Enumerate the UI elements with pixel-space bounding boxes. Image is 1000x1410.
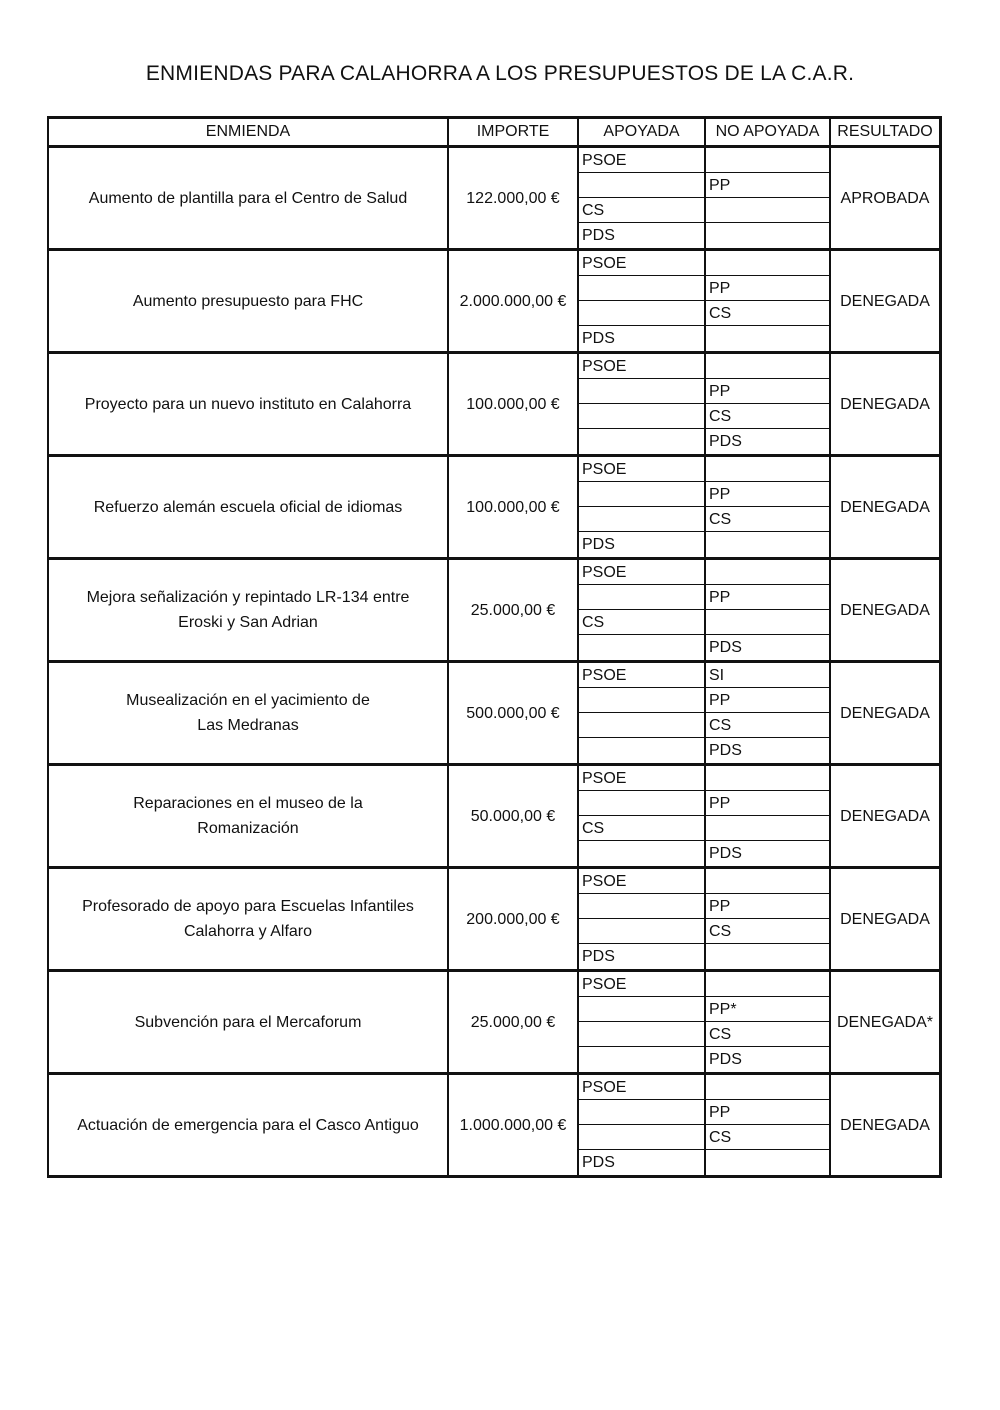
party-cell: CS: [706, 301, 829, 326]
not-supported-by-column: [706, 972, 831, 1072]
amendment-name: [49, 663, 449, 763]
supported-by-column: [579, 354, 706, 454]
party-cell: PDS: [582, 536, 615, 553]
table-body: [49, 148, 939, 1175]
amendment-result: DENEGADA: [840, 910, 930, 928]
amendment-result: DENEGADA: [840, 807, 930, 825]
party-cell: [706, 869, 829, 894]
party-cell: SI: [706, 663, 829, 688]
amendment-name-line: Proyecto para un nuevo instituto en Calahorra: [84, 395, 412, 413]
supported-by-column: [579, 1075, 706, 1175]
table-header-row: [49, 119, 939, 148]
amendment-name: [49, 869, 449, 969]
amendment-name-line: Reparaciones en el museo de la: [133, 795, 363, 812]
party-cell: [579, 997, 704, 1022]
amendment-amount: 50.000,00 €: [449, 766, 579, 866]
amendment-name: [49, 766, 449, 866]
amendment-amount: 25.000,00 €: [449, 972, 579, 1072]
amendment-amount: 25.000,00 €: [449, 560, 579, 660]
party-cell: [579, 173, 704, 198]
party-cell: [579, 919, 704, 944]
party-cell: PP: [706, 894, 829, 919]
supported-by-column: [579, 148, 706, 248]
party-cell: PSOE: [579, 251, 704, 276]
party-cell: [706, 532, 829, 557]
party-cell: PP: [706, 482, 829, 507]
amendment-amount: 2.000.000,00 €: [449, 251, 579, 351]
amendment-name: [49, 560, 449, 660]
amendment-name-line: Calahorra y Alfaro: [183, 923, 313, 940]
party-cell: PP: [706, 688, 829, 713]
party-cell: [579, 688, 704, 713]
table-row: [49, 869, 939, 972]
not-supported-by-column: [706, 251, 831, 351]
amendment-amount: 122.000,00 €: [449, 148, 579, 248]
party-cell: [579, 507, 704, 532]
amendment-amount: 100.000,00 €: [449, 354, 579, 454]
party-cell: CS: [579, 198, 704, 223]
party-cell: [706, 326, 829, 351]
supported-by-column: [579, 457, 706, 557]
party-cell: [706, 816, 829, 841]
party-cell: PSOE: [579, 354, 704, 379]
party-cell: [706, 766, 829, 791]
supported-by-column: [579, 766, 706, 866]
amendment-name: [49, 251, 449, 351]
party-cell: [579, 713, 704, 738]
party-cell: [706, 1150, 829, 1175]
amendment-name: [49, 457, 449, 557]
amendment-name: [49, 148, 449, 248]
table-row: [49, 1075, 939, 1175]
amendment-result: DENEGADA: [840, 1116, 930, 1134]
amendment-result: DENEGADA: [840, 704, 930, 722]
party-cell: CS: [706, 1125, 829, 1150]
amendment-result: DENEGADA: [840, 498, 930, 516]
party-cell: PDS: [582, 1154, 615, 1171]
amendment-name-line: Aumento presupuesto para FHC: [132, 292, 364, 310]
header-enmienda: ENMIENDA: [49, 119, 449, 145]
amendment-result: DENEGADA*: [836, 1013, 934, 1031]
party-cell: PP: [706, 379, 829, 404]
not-supported-by-column: [706, 457, 831, 557]
party-cell: PP*: [706, 997, 829, 1022]
party-cell: PDS: [709, 742, 742, 759]
amendment-name-line: Refuerzo alemán escuela oficial de idiomas: [93, 498, 403, 516]
amendment-result: DENEGADA: [840, 395, 930, 413]
party-cell: PP: [706, 173, 829, 198]
table-row: [49, 766, 939, 869]
party-cell: [579, 482, 704, 507]
party-cell: [579, 301, 704, 326]
amendment-amount: 1.000.000,00 €: [449, 1075, 579, 1175]
party-cell: CS: [579, 610, 704, 635]
supported-by-column: [579, 972, 706, 1072]
party-cell: PSOE: [579, 766, 704, 791]
supported-by-column: [579, 560, 706, 660]
amendment-name-line: Romanización: [197, 820, 299, 837]
party-cell: [706, 223, 829, 248]
party-cell: [706, 251, 829, 276]
amendment-name: [49, 972, 449, 1072]
party-cell: [579, 585, 704, 610]
not-supported-by-column: [706, 766, 831, 866]
party-cell: PDS: [709, 639, 742, 656]
party-cell: PSOE: [579, 869, 704, 894]
party-cell: PSOE: [579, 560, 704, 585]
amendments-table: [47, 116, 942, 1178]
party-cell: PP: [706, 276, 829, 301]
party-cell: CS: [706, 919, 829, 944]
party-cell: PDS: [582, 227, 615, 244]
amendment-name-line: Profesorado de apoyo para Escuelas Infantiles: [82, 898, 414, 915]
page-title: ENMIENDAS PARA CALAHORRA A LOS PRESUPUESTOS DE LA C.A.R.: [145, 62, 855, 85]
party-cell: PP: [706, 1100, 829, 1125]
amendment-name-line: Eroski y San Adrian: [178, 614, 318, 631]
not-supported-by-column: [706, 1075, 831, 1175]
not-supported-by-column: [706, 869, 831, 969]
party-cell: PDS: [709, 433, 742, 450]
party-cell: PDS: [709, 1051, 742, 1068]
party-cell: [706, 354, 829, 379]
header-apoyada: APOYADA: [579, 119, 706, 145]
amendment-name-line: Musealización en el yacimiento de: [126, 692, 370, 709]
party-cell: PSOE: [579, 457, 704, 482]
table-row: [49, 251, 939, 354]
party-cell: [706, 1075, 829, 1100]
party-cell: CS: [706, 507, 829, 532]
amendment-result: APROBADA: [840, 189, 930, 207]
party-cell: PDS: [582, 330, 615, 347]
party-cell: PDS: [582, 948, 615, 965]
party-cell: PP: [706, 791, 829, 816]
party-cell: [579, 1100, 704, 1125]
amendment-name: [49, 1075, 449, 1175]
party-cell: PSOE: [579, 972, 704, 997]
table-row: [49, 457, 939, 560]
party-cell: PDS: [709, 845, 742, 862]
amendment-amount: 200.000,00 €: [449, 869, 579, 969]
party-cell: [706, 972, 829, 997]
party-cell: [579, 894, 704, 919]
amendment-result: DENEGADA: [840, 292, 930, 310]
party-cell: CS: [579, 816, 704, 841]
table-row: [49, 972, 939, 1075]
not-supported-by-column: [706, 663, 831, 763]
not-supported-by-column: [706, 560, 831, 660]
amendment-amount: 500.000,00 €: [449, 663, 579, 763]
table-row: [49, 148, 939, 251]
party-cell: [579, 379, 704, 404]
supported-by-column: [579, 869, 706, 969]
party-cell: PSOE: [579, 663, 704, 688]
amendment-name-line: Mejora señalización y repintado LR-134 entre: [86, 589, 410, 606]
amendment-name-line: Subvención para el Mercaforum: [134, 1013, 362, 1031]
not-supported-by-column: [706, 354, 831, 454]
party-cell: [706, 610, 829, 635]
table-row: [49, 354, 939, 457]
table-row: [49, 663, 939, 766]
party-cell: [706, 148, 829, 173]
party-cell: PSOE: [579, 148, 704, 173]
party-cell: [706, 944, 829, 969]
party-cell: [579, 1047, 704, 1072]
header-no-apoyada: NO APOYADA: [706, 119, 831, 145]
party-cell: [579, 429, 704, 454]
party-cell: [579, 1125, 704, 1150]
party-cell: [706, 198, 829, 223]
party-cell: CS: [706, 404, 829, 429]
amendment-result: DENEGADA: [840, 601, 930, 619]
party-cell: [579, 791, 704, 816]
party-cell: [579, 635, 704, 660]
party-cell: CS: [706, 1022, 829, 1047]
header-resultado: RESULTADO: [837, 123, 933, 140]
party-cell: CS: [706, 713, 829, 738]
amendment-amount: 100.000,00 €: [449, 457, 579, 557]
table-row: [49, 560, 939, 663]
party-cell: [579, 404, 704, 429]
amendment-name: [49, 354, 449, 454]
amendment-name-line: Actuación de emergencia para el Casco Antiguo: [77, 1116, 419, 1134]
supported-by-column: [579, 251, 706, 351]
party-cell: [706, 560, 829, 585]
header-importe: IMPORTE: [449, 119, 579, 145]
party-cell: PSOE: [579, 1075, 704, 1100]
supported-by-column: [579, 663, 706, 763]
party-cell: [579, 276, 704, 301]
party-cell: [706, 457, 829, 482]
amendment-name-line: Aumento de plantilla para el Centro de Salud: [88, 189, 408, 207]
party-cell: [579, 1022, 704, 1047]
not-supported-by-column: [706, 148, 831, 248]
party-cell: PP: [706, 585, 829, 610]
party-cell: [579, 738, 704, 763]
amendment-name-line: Las Medranas: [197, 717, 299, 734]
party-cell: [579, 841, 704, 866]
